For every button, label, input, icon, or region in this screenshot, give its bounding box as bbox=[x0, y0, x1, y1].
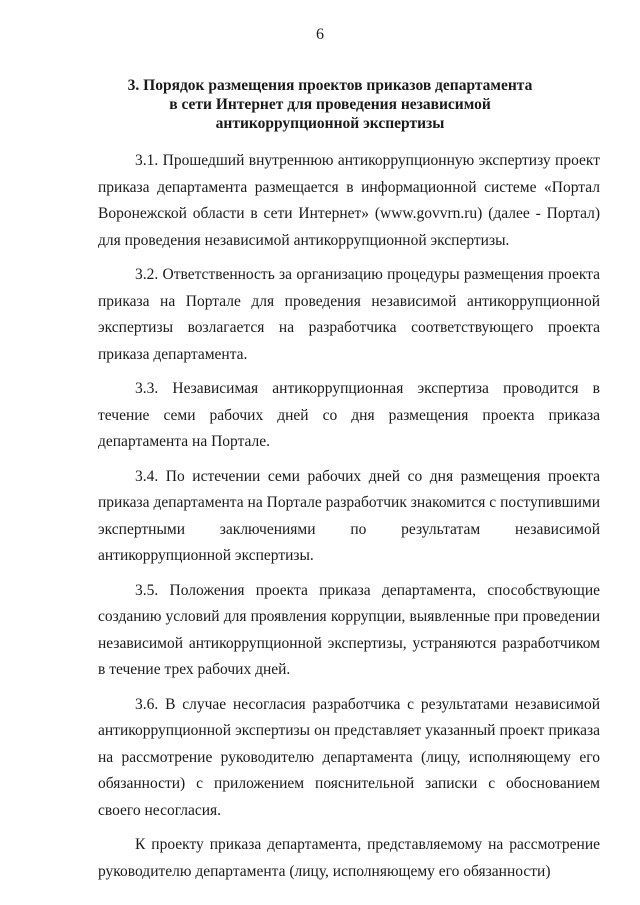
section-heading-line-1: 3. Порядок размещения проектов приказов департамента bbox=[127, 77, 533, 94]
paragraph-3-5: 3.5. Положения проекта приказа департамента, способствующие созданию условий для проявления коррупции, выявленные при проведении независимой антикоррупционной экспертизы, устраняются разработчиком в течение трех рабочих дней. bbox=[98, 581, 600, 678]
document-body bbox=[98, 148, 600, 885]
paragraph-continuation: К проекту приказа департамента, представляемому на рассмотрение руководителю департамента (лицу, исполняющему его обязанности) bbox=[98, 836, 600, 880]
section-heading-line-2: в сети Интернет для проведения независимой bbox=[169, 96, 491, 113]
paragraph-3-4: 3.4. По истечении семи рабочих дней со дня размещения проекта приказа департамента на Портале разработчик знакомится с поступившими экспертными заключениями по результатам независимой антикоррупционной экспертизы. bbox=[98, 467, 600, 564]
section-heading-line-3: антикоррупционной экспертизы bbox=[215, 115, 445, 132]
paragraph-3-3: 3.3. Независимая антикоррупционная экспертиза проводится в течение семи рабочих дней со дня размещения проекта приказа департамента на Портале. bbox=[98, 380, 600, 450]
paragraph-3-1: 3.1. Прошедший внутреннюю антикоррупционную экспертизу проект приказа департамента размещается в информационной системе «Портал Воронежской области в сети Интернет» (www.govvrn.ru) (далее - Портал) для проведения независимой антикоррупционной экспертизы. bbox=[98, 152, 600, 249]
section-heading bbox=[60, 76, 600, 133]
page-number: 6 bbox=[316, 26, 324, 43]
paragraph-3-6: 3.6. В случае несогласия разработчика с результатами независимой антикоррупционной экспертизы он представляет указанный проект приказа на рассмотрение руководителю департамента (лицу, исполняющему его обязанности) с приложением пояснительной записки с обоснованием своего несогласия. bbox=[98, 695, 600, 819]
paragraph-3-2: 3.2. Ответственность за организацию процедуры размещения проекта приказа на Портале для проведения независимой антикоррупционной экспертизы возлагается на разработчика соответствующего проекта приказа департамента. bbox=[98, 266, 600, 363]
